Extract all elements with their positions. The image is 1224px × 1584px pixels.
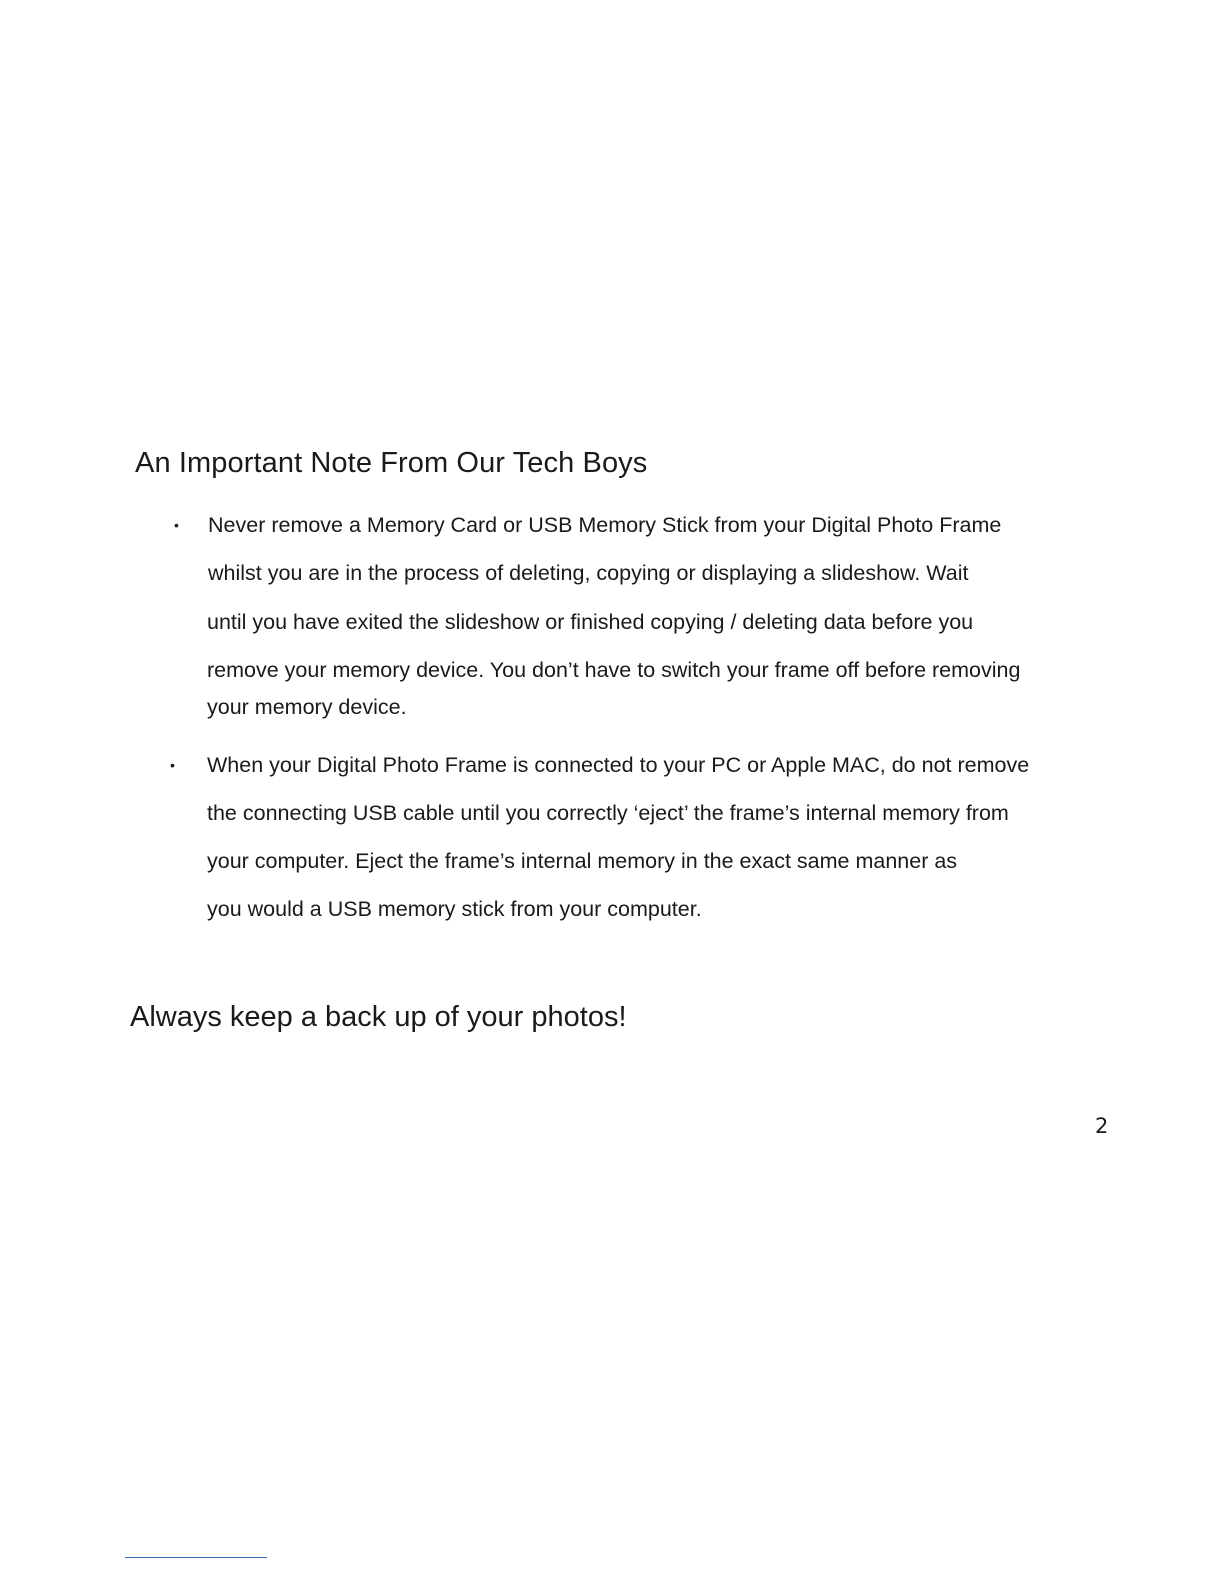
note-1-line-4: remove your memory device. You don’t have to switch your frame off before removing bbox=[207, 658, 1021, 682]
bullet-marker: • bbox=[174, 517, 179, 533]
note-1-line-5: your memory device. bbox=[207, 695, 407, 719]
note-1-line-2: whilst you are in the process of deleting, copying or displaying a slideshow. Wait bbox=[208, 561, 969, 585]
section-heading: An Important Note From Our Tech Boys bbox=[135, 447, 648, 479]
note-2-line-4: you would a USB memory stick from your computer. bbox=[207, 897, 702, 921]
note-1-line-3: until you have exited the slideshow or finished copying / deleting data before you bbox=[207, 610, 974, 634]
bullet-marker: • bbox=[170, 757, 175, 773]
page-number: 2 bbox=[1095, 1114, 1109, 1138]
note-2-line-2: the connecting USB cable until you correctly ‘eject’ the frame’s internal memory from bbox=[207, 801, 1009, 825]
note-2-line-3: your computer. Eject the frame’s internal memory in the exact same manner as bbox=[207, 849, 958, 873]
note-1-line-1: Never remove a Memory Card or USB Memory Stick from your Digital Photo Frame bbox=[208, 513, 1002, 537]
closing-reminder: Always keep a back up of your photos! bbox=[130, 1001, 627, 1033]
note-2-line-1: When your Digital Photo Frame is connected to your PC or Apple MAC, do not remove bbox=[207, 753, 1030, 777]
footnote-divider bbox=[125, 1557, 267, 1558]
